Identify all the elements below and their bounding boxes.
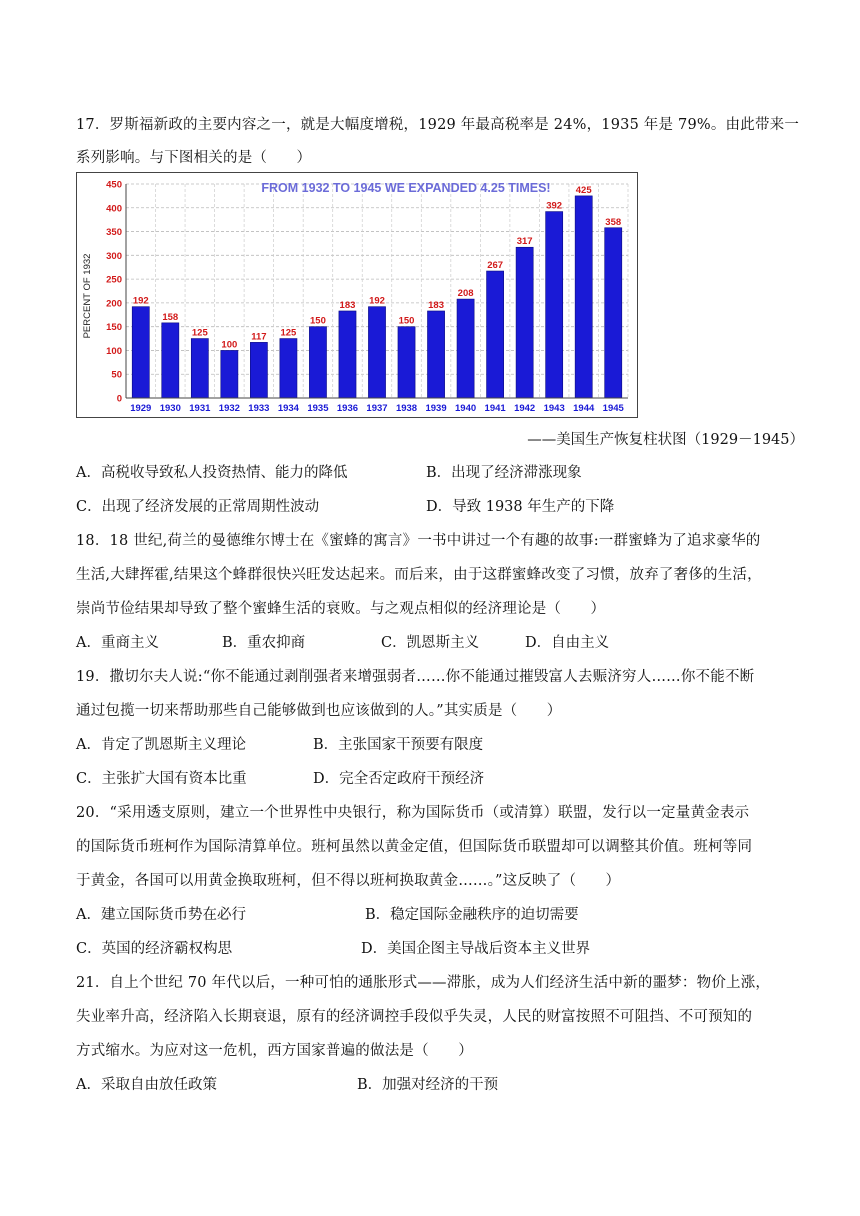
q21-stem-line2: 失业率升高，经济陷入长期衰退，原有的经济调控手段似乎失灵，人民的财富按照不可阻挡、不可预知的 bbox=[76, 1009, 753, 1025]
x-tick-label: 1939 bbox=[425, 403, 447, 414]
bar-value-label: 392 bbox=[546, 200, 563, 212]
q20-stem-line1: 20．“采用透支原则，建立一个世界性中央银行，称为国际货币（或清算）联盟，发行以一定量黄金表示 bbox=[76, 805, 750, 821]
y-tick-label: 200 bbox=[106, 298, 122, 310]
bar-value-label: 192 bbox=[132, 295, 149, 307]
q20-option-c[interactable]: C．英国的经济霸权构思 bbox=[76, 941, 233, 957]
y-tick-label: 400 bbox=[106, 203, 122, 215]
bar-value-label: 183 bbox=[339, 299, 356, 311]
x-tick-label: 1929 bbox=[130, 403, 152, 414]
q18-option-c[interactable]: C．凯恩斯主义 bbox=[381, 635, 480, 651]
q19-option-a[interactable]: A．肯定了凯恩斯主义理论 bbox=[76, 737, 246, 753]
x-tick-label: 1943 bbox=[543, 403, 565, 414]
q19-stem-line2: 通过包揽一切来帮助那些自己能够做到也应该做到的人。”其实质是（ ） bbox=[76, 703, 562, 719]
q17-stem-line2: 系列影响。与下图相关的是（ ） bbox=[76, 150, 312, 166]
production-bar-chart-svg bbox=[76, 172, 638, 418]
q19-option-c[interactable]: C．主张扩大国有资本比重 bbox=[76, 771, 247, 787]
bar-value-label: 267 bbox=[487, 260, 504, 272]
bar-1942 bbox=[516, 247, 533, 398]
x-tick-label: 1930 bbox=[159, 403, 181, 414]
x-tick-label: 1936 bbox=[336, 403, 359, 414]
chart-title: FROM 1932 TO 1945 WE EXPANDED 4.25 TIMES! bbox=[261, 181, 551, 195]
q21-option-a[interactable]: A．采取自由放任政策 bbox=[76, 1077, 217, 1093]
q18-option-b[interactable]: B．重农抑商 bbox=[222, 635, 306, 651]
q21-stem-line3: 方式缩水。为应对这一危机，西方国家普遍的做法是（ ） bbox=[76, 1043, 473, 1059]
x-tick-label: 1932 bbox=[218, 403, 240, 414]
x-tick-label: 1934 bbox=[277, 403, 299, 414]
y-tick-label: 50 bbox=[111, 369, 122, 381]
chart-caption: ——美国生产恢复柱状图（1929－1945） bbox=[527, 432, 804, 448]
bar-1931 bbox=[191, 339, 208, 398]
bar-1938 bbox=[398, 327, 415, 398]
bar-1929 bbox=[132, 307, 149, 398]
q20-option-b[interactable]: B．稳定国际金融秩序的迫切需要 bbox=[365, 907, 579, 923]
q18-stem-line3: 崇尚节俭结果却导致了整个蜜蜂生活的衰败。与之观点相似的经济理论是（ ） bbox=[76, 601, 606, 617]
q17-option-d[interactable]: D．导致 1938 年生产的下降 bbox=[426, 499, 615, 515]
y-tick-label: 450 bbox=[106, 179, 122, 191]
bar-1943 bbox=[546, 212, 563, 398]
x-tick-label: 1945 bbox=[602, 403, 624, 414]
bar-1940 bbox=[457, 299, 474, 398]
y-tick-label: 300 bbox=[106, 250, 122, 262]
q21-option-b[interactable]: B．加强对经济的干预 bbox=[357, 1077, 499, 1093]
bar-value-label: 150 bbox=[398, 315, 415, 327]
q19-option-b[interactable]: B．主张国家干预要有限度 bbox=[313, 737, 484, 753]
bar-1935 bbox=[309, 327, 326, 398]
q18-stem-line2: 生活,大肆挥霍,结果这个蜂群很快兴旺发达起来。而后来，由于这群蜜蜂改变了习惯，放弃了奢侈的生活， bbox=[76, 567, 762, 583]
x-tick-label: 1940 bbox=[455, 403, 477, 414]
q19-stem-line1: 19．撒切尔夫人说:“你不能通过剥削强者来增强弱者……你不能通过摧毁富人去赈济穷人……你不能不断 bbox=[76, 669, 755, 685]
y-tick-label: 150 bbox=[106, 322, 122, 334]
bar-1937 bbox=[368, 307, 385, 398]
x-tick-label: 1937 bbox=[366, 403, 388, 414]
bar-1930 bbox=[162, 323, 179, 398]
bar-1945 bbox=[605, 228, 622, 398]
q17-option-c[interactable]: C．出现了经济发展的正常周期性波动 bbox=[76, 499, 320, 515]
q17-option-a[interactable]: A．高税收导致私人投资热情、能力的降低 bbox=[76, 465, 348, 481]
bar-1939 bbox=[427, 311, 444, 398]
bar-value-label: 125 bbox=[280, 327, 297, 339]
q18-option-a[interactable]: A．重商主义 bbox=[76, 635, 159, 651]
q18-stem-line1: 18．18 世纪,荷兰的曼德维尔博士在《蜜蜂的寓言》一书中讲过一个有趣的故事:一群蜜蜂为了追求豪华的 bbox=[76, 533, 761, 549]
q20-stem-line2: 的国际货币班柯作为国际清算单位。班柯虽然以黄金定值，但国际货币联盟却可以调整其价值。班柯等同 bbox=[76, 839, 753, 855]
x-tick-label: 1941 bbox=[484, 403, 506, 414]
production-chart bbox=[76, 172, 638, 418]
bar-1941 bbox=[487, 271, 504, 398]
q20-stem-line3: 于黄金，各国可以用黄金换取班柯，但不得以班柯换取黄金……。”这反映了（ ） bbox=[76, 873, 621, 889]
q21-stem-line1: 21．自上个世纪 70 年代以后，一种可怕的通胀形式——滞胀，成为人们经济生活中新的噩梦：物价上涨， bbox=[76, 975, 771, 991]
y-tick-label: 250 bbox=[106, 274, 122, 286]
bar-1934 bbox=[280, 339, 297, 398]
bar-value-label: 317 bbox=[516, 236, 533, 248]
q19-option-d[interactable]: D．完全否定政府干预经济 bbox=[313, 771, 485, 787]
bar-value-label: 117 bbox=[251, 331, 267, 343]
y-tick-label: 0 bbox=[116, 393, 122, 405]
x-tick-label: 1933 bbox=[248, 403, 270, 414]
x-tick-label: 1931 bbox=[189, 403, 211, 414]
q17-option-b[interactable]: B．出现了经济滞涨现象 bbox=[426, 465, 582, 481]
q20-option-a[interactable]: A．建立国际货币势在必行 bbox=[76, 907, 246, 923]
q17-stem-line1: 17．罗斯福新政的主要内容之一，就是大幅度增税，1929 年最高税率是 24%，1935 年是 79%。由此带来一 bbox=[76, 117, 800, 133]
q20-option-d[interactable]: D．美国企图主导战后资本主义世界 bbox=[361, 941, 591, 957]
chart-y-axis-label: PERCENT OF 1932 bbox=[82, 253, 93, 339]
y-tick-label: 100 bbox=[106, 345, 122, 357]
bar-value-label: 100 bbox=[221, 339, 238, 351]
x-tick-label: 1938 bbox=[395, 403, 418, 414]
bar-value-label: 158 bbox=[162, 311, 179, 323]
bar-1944 bbox=[575, 196, 592, 398]
bar-1933 bbox=[250, 342, 267, 398]
y-tick-label: 350 bbox=[106, 227, 122, 239]
bar-1936 bbox=[339, 311, 356, 398]
bar-value-label: 192 bbox=[369, 295, 385, 307]
x-tick-label: 1944 bbox=[573, 403, 595, 414]
x-tick-label: 1942 bbox=[514, 403, 536, 414]
x-tick-label: 1935 bbox=[307, 403, 329, 414]
bar-value-label: 358 bbox=[605, 216, 622, 228]
bar-value-label: 425 bbox=[575, 184, 592, 196]
bar-value-label: 150 bbox=[310, 315, 326, 327]
bar-value-label: 208 bbox=[457, 288, 474, 300]
bar-1932 bbox=[221, 350, 238, 398]
bar-value-label: 183 bbox=[428, 299, 444, 311]
q18-option-d[interactable]: D．自由主义 bbox=[525, 635, 610, 651]
bar-value-label: 125 bbox=[191, 327, 208, 339]
